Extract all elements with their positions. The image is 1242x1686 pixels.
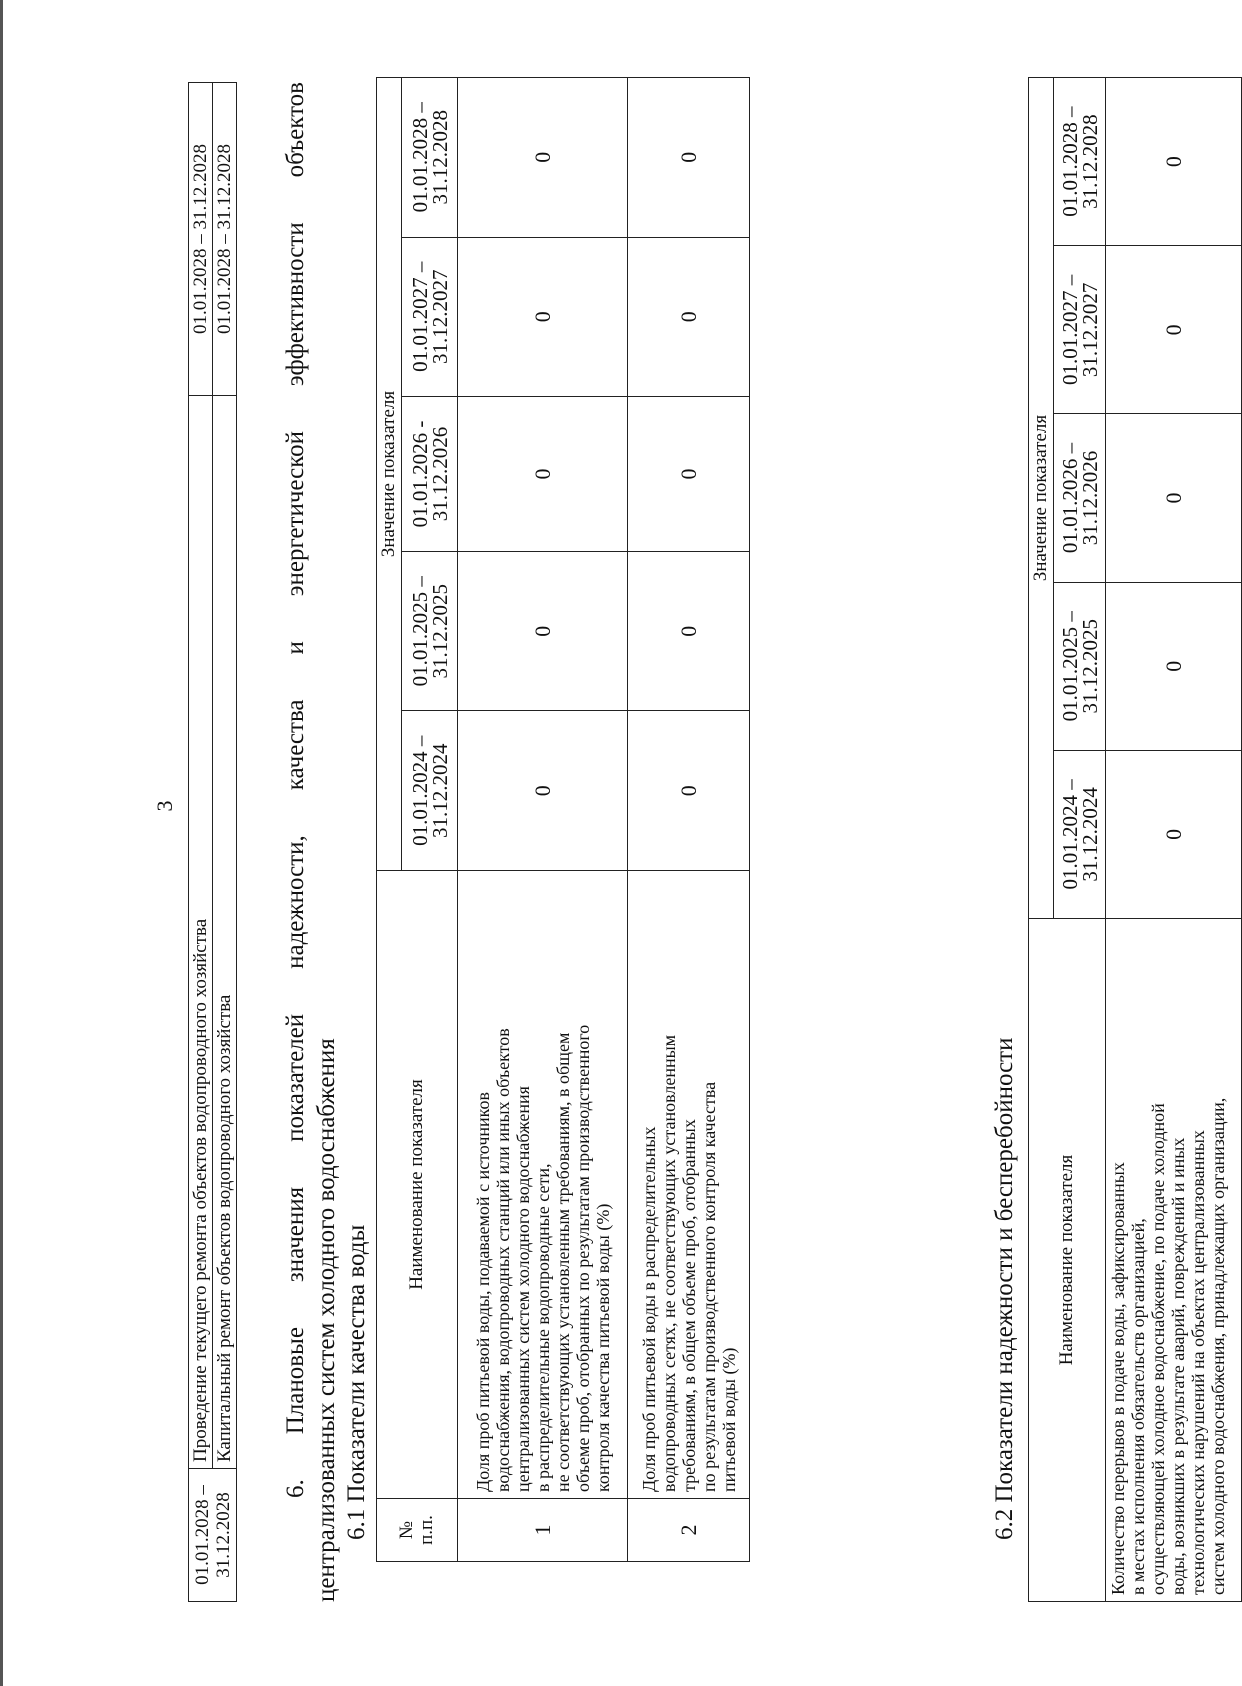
- header-no: № п.п.: [377, 1499, 458, 1562]
- period-cell: 01.01.2028 – 31.12.2028: [189, 1469, 237, 1602]
- header-name: Наименование показателя: [377, 871, 458, 1499]
- value-cell: 0: [458, 397, 628, 552]
- header-period-2025: 01.01.2025 – 31.12.2025: [402, 552, 458, 712]
- header-period-2026: 01.01.2026 - 31.12.2026: [402, 397, 458, 552]
- header-value: Значение показателя: [377, 78, 402, 871]
- table-row: [628, 78, 750, 1562]
- scan-edge: [0, 0, 3, 1686]
- value-cell: 0: [458, 78, 628, 238]
- header-period-2026: 01.01.2026 – 31.12.2026: [1054, 414, 1106, 582]
- value-cell: 0: [628, 237, 750, 397]
- header-period-2028: 01.01.2028 – 31.12.2028: [402, 78, 458, 238]
- maintenance-table: [188, 82, 237, 1602]
- table-row: [189, 83, 213, 1602]
- value-cell: 0: [628, 78, 750, 238]
- rotated-page: [188, 62, 1228, 1602]
- value-cell: 0: [1106, 750, 1242, 918]
- subsection-6-2-title: 6.2 Показатели надежности и бесперебойности: [991, 1037, 1018, 1540]
- dates-cell: 01.01.2028 – 31.12.2028: [213, 83, 237, 396]
- value-cell: 0: [628, 552, 750, 712]
- value-cell: 0: [458, 552, 628, 712]
- row-name: Доля проб питьевой воды, подаваемой с источников водоснабжения, водопроводных станций или иных объектов централизованных систем холодного водоснабжения в распределительные водопроводные сети, не соответствующих установленным требованиям, в общем объеме проб, отобранных по результатам производственного контроля качества питьевой воды (%): [458, 871, 628, 1499]
- reliability-table: [1028, 77, 1242, 1602]
- value-cell: 0: [1106, 78, 1242, 246]
- dates-cell: 01.01.2028 – 31.12.2028: [189, 83, 213, 396]
- row-no: 2: [628, 1499, 750, 1562]
- value-cell: 0: [628, 397, 750, 552]
- value-cell: 0: [1106, 246, 1242, 414]
- value-cell: 0: [1106, 414, 1242, 582]
- header-period-2027: 01.01.2027 – 31.12.2027: [402, 237, 458, 397]
- value-cell: 0: [458, 711, 628, 871]
- section-6-heading: [280, 82, 342, 1602]
- water-quality-table: [376, 77, 750, 1562]
- table-row: [1106, 78, 1242, 1602]
- header-period-2028: 01.01.2028 – 31.12.2028: [1054, 78, 1106, 246]
- work-cell: Капитальный ремонт объектов водопроводного хозяйства: [213, 396, 237, 1469]
- header-period-2024: 01.01.2024 – 31.12.2024: [402, 711, 458, 871]
- table-row: [458, 78, 628, 1562]
- row-no: 1: [458, 1499, 628, 1562]
- header-value: Значение показателя: [1029, 78, 1054, 919]
- header-period-2025: 01.01.2025 – 31.12.2025: [1054, 582, 1106, 750]
- value-cell: 0: [458, 237, 628, 397]
- header-name: Наименование показателя: [1029, 919, 1106, 1602]
- header-period-2024: 01.01.2024 – 31.12.2024: [1054, 750, 1106, 918]
- work-cell: Проведение текущего ремонта объектов водопроводного хозяйства: [189, 396, 213, 1469]
- table-row: [213, 83, 237, 1602]
- heading-line-2: централизованных систем холодного водоснабжения: [313, 1038, 340, 1602]
- value-cell: 0: [628, 711, 750, 871]
- row-name: Доля проб питьевой воды в распределительных водопроводных сетях, не соответствующих установленным требованиям, в общем объеме проб, отобранных по результатам производственного контроля качества питьевой воды (%): [628, 871, 750, 1499]
- heading-line-1: 6. Плановые значения показателей надежности, качества и энергетической эффективности объектов: [282, 82, 309, 1498]
- header-period-2027: 01.01.2027 – 31.12.2027: [1054, 246, 1106, 414]
- value-cell: 0: [1106, 582, 1242, 750]
- page-number: 3: [152, 800, 177, 812]
- subsection-6-1-title: 6.1 Показатели качества воды: [343, 1224, 370, 1540]
- row-name: Количество перерывов в подаче воды, зафиксированных в местах исполнения обязательств организацией, осуществляющей холодное водоснабжение, по подаче холодной воды, возникших в результате аварий, повреждений и иных технологических нарушений на объектах централизованных систем холодного водоснабжения, принадлежащих организации,: [1106, 919, 1242, 1602]
